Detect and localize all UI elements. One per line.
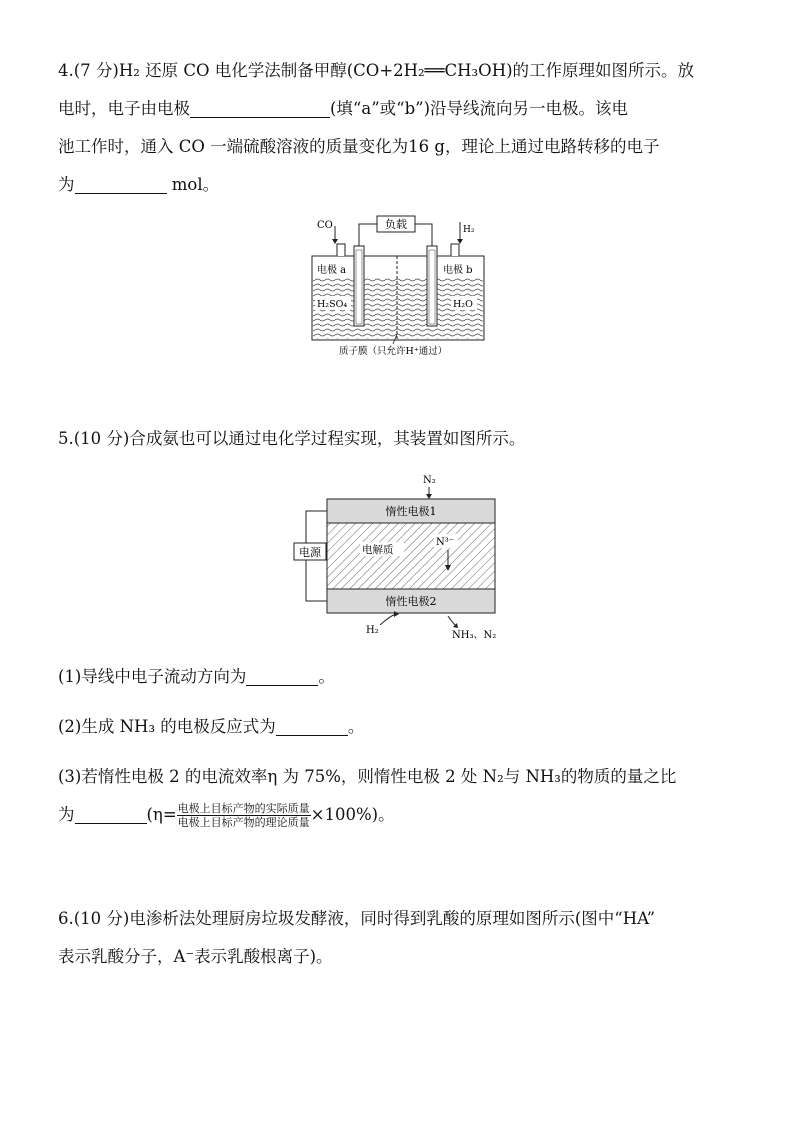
q4-h2o-label: H₂O (453, 299, 473, 310)
q4-line4-end: mol。 (166, 175, 220, 194)
q5-sub3-eta: (η= (146, 805, 177, 824)
q5-h2-label: H₂ (366, 625, 379, 636)
q4-line1: 4.(7 分)H₂ 还原 CO 电化学法制备甲醇(CO+2H₂══CH₃OH)的工作原理如图所示。放 (58, 61, 695, 80)
q5-ammonia-diagram (290, 470, 510, 645)
q5-power-label: 电源 (299, 546, 321, 559)
q4-electrode-a-label: 电极 a (317, 265, 347, 276)
q5-sub3-end: ×100%)。 (310, 805, 395, 824)
q5-fraction-denominator: 电极上目标产物的理论质量 (177, 816, 310, 829)
q4-line4 (58, 166, 748, 204)
q5-electrolyte (327, 523, 495, 589)
q5-blank-direction[interactable] (246, 667, 318, 686)
q5-products-label: NH₃、N₂ (452, 630, 497, 641)
q5-sub3 (58, 758, 748, 834)
q5-n3-label: N³⁻ (436, 537, 455, 548)
q5-blank-equation[interactable] (276, 717, 348, 736)
q5-electrode1-label: 惰性电极1 (385, 505, 437, 518)
q5-sub1-end: 。 (318, 667, 335, 686)
q5-electrode2-label: 惰性电极2 (385, 595, 437, 608)
q6-line1: 6.(10 分)电渗析法处理厨房垃圾发酵液，同时得到乳酸的原理如图所示(图中“HA” (58, 909, 656, 928)
q4-line4-start: 为 (58, 175, 75, 194)
q4-line2-start: 电时，电子由电极 (58, 99, 190, 118)
q5-blank-ratio[interactable] (75, 805, 147, 824)
q5-sub3-start: 为 (58, 805, 75, 824)
question-6 (58, 900, 748, 976)
q4-line2-end: (填“a”或“b”)沿导线流向另一电极。该电 (330, 99, 629, 118)
q4-blank-mol[interactable] (75, 175, 167, 194)
q4-h2-label: H₂ (463, 225, 475, 235)
q5-efficiency-fraction (177, 802, 311, 829)
q4-membrane-label: 质子膜（只允许H⁺通过） (339, 346, 448, 357)
q4-electrode-b-plate (427, 246, 437, 326)
q5-sub3-line1: (3)若惰性电极 2 的电流效率η 为 75%，则惰性电极 2 处 N₂与 NH₃的物质的量之比 (58, 767, 677, 786)
q4-electrode-a-plate (354, 246, 364, 326)
q5-electrolyte-label: 电解质 (362, 544, 394, 556)
q5-n2-label: N₂ (423, 475, 436, 486)
q4-blank-electrode[interactable] (190, 99, 330, 118)
q4-line2 (58, 90, 748, 128)
q6-line2: 表示乳酸分子，A⁻表示乳酸根离子)。 (58, 947, 333, 966)
q4-electrode-b-label: 电极 b (443, 265, 473, 276)
q4-line3: 池工作时，通入 CO 一端硫酸溶液的质量变化为16 g，理论上通过电路转移的电子 (58, 137, 660, 156)
question-5-intro (58, 420, 748, 458)
q5-sub2-end: 。 (347, 717, 365, 736)
q5-intro: 5.(10 分)合成氨也可以通过电化学过程实现，其装置如图所示。 (58, 429, 526, 448)
q5-sub3-line2 (58, 796, 748, 834)
q4-cell-diagram (305, 212, 490, 360)
q5-sub2-text: (2)生成 NH₃ 的电极反应式为 (58, 717, 276, 736)
q4-load-label: 负载 (385, 218, 407, 231)
q4-h2so4-label: H₂SO₄ (317, 299, 348, 310)
q4-co-label: CO (317, 220, 333, 231)
q5-sub1-text: (1)导线中电子流动方向为 (58, 667, 247, 686)
q5-sub1 (58, 658, 748, 696)
question-4 (58, 52, 748, 204)
q5-fraction-numerator: 电极上目标产物的实际质量 (177, 802, 310, 815)
q5-sub2 (58, 708, 748, 746)
